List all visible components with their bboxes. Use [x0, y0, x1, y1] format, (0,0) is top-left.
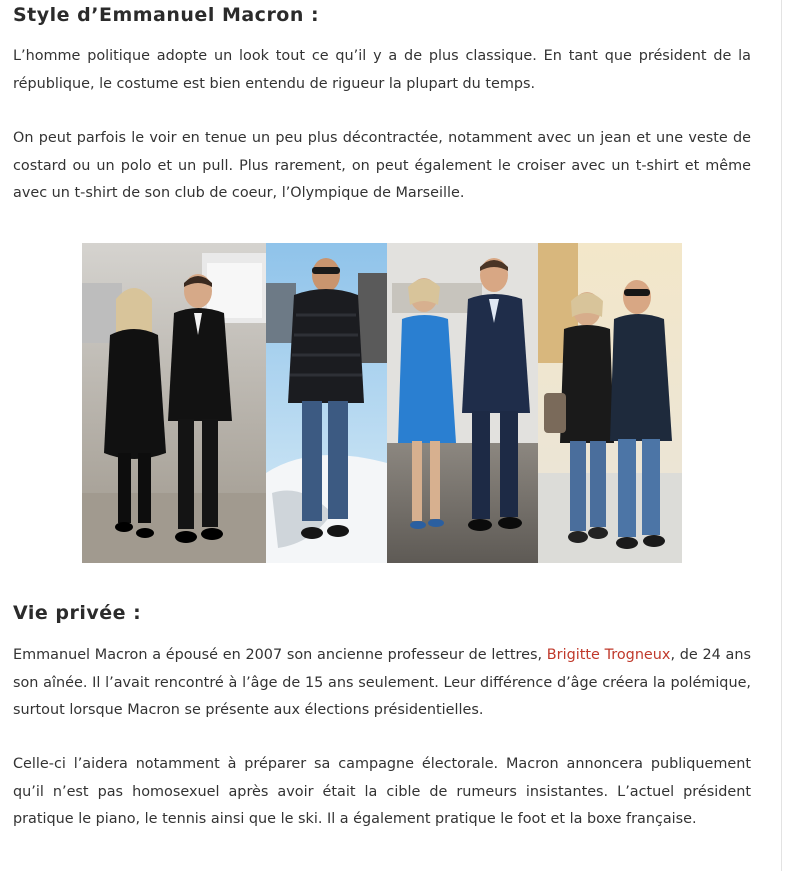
photo-couple-dark-coats-icon [82, 243, 266, 563]
section-heading-private-life: Vie privée : [13, 602, 142, 624]
photo-collage [82, 243, 682, 563]
paragraph-text-after-link: , de 24 ans son aînée. Il l’avait rencontré à l’âge de 15 ans seulement. Leur différence d’âge créera la polémique, surtout lorsque Macron se présente aux élections présidentielles. [13, 647, 751, 718]
paragraph-style-casual: On peut parfois le voir en tenue un peu plus décontractée, notamment avec un jean et une veste de costard ou un polo et un pull. Plus rarement, on peut également le croiser avec un t-shirt et même avec un t-shirt de son club de coeur, l’Olympique de Marseille. [13, 130, 751, 201]
photo-blue-dress-suit-icon [387, 243, 538, 563]
photo-couple-winter-jeans-icon [538, 243, 682, 563]
paragraph-private-life-campaign: Celle-ci l’aidera notamment à préparer sa campagne électorale. Macron annoncera publiquement qu’il n’est pas homosexuel après avoir était la cible de rumeurs insistantes. L’actuel président pratique le piano, le tennis ainsi que le ski. Il a également pratique le foot et la boxe française. [13, 756, 751, 827]
paragraph-style-intro: L’homme politique adopte un look tout ce qu’il y a de plus classique. En tant que président de la république, le costume est bien entendu de rigueur la plupart du temps. [13, 48, 751, 92]
paragraph-text-before-link: Emmanuel Macron a épousé en 2007 son ancienne professeur de lettres, [13, 647, 547, 663]
section-heading-style: Style d’Emmanuel Macron : [13, 4, 320, 26]
photo-puffer-jacket-snow-icon [266, 243, 387, 563]
brigitte-trogneux-link[interactable]: Brigitte Trogneux [546, 647, 671, 663]
page-right-border [781, 0, 782, 871]
paragraph-private-life-marriage [13, 642, 751, 725]
